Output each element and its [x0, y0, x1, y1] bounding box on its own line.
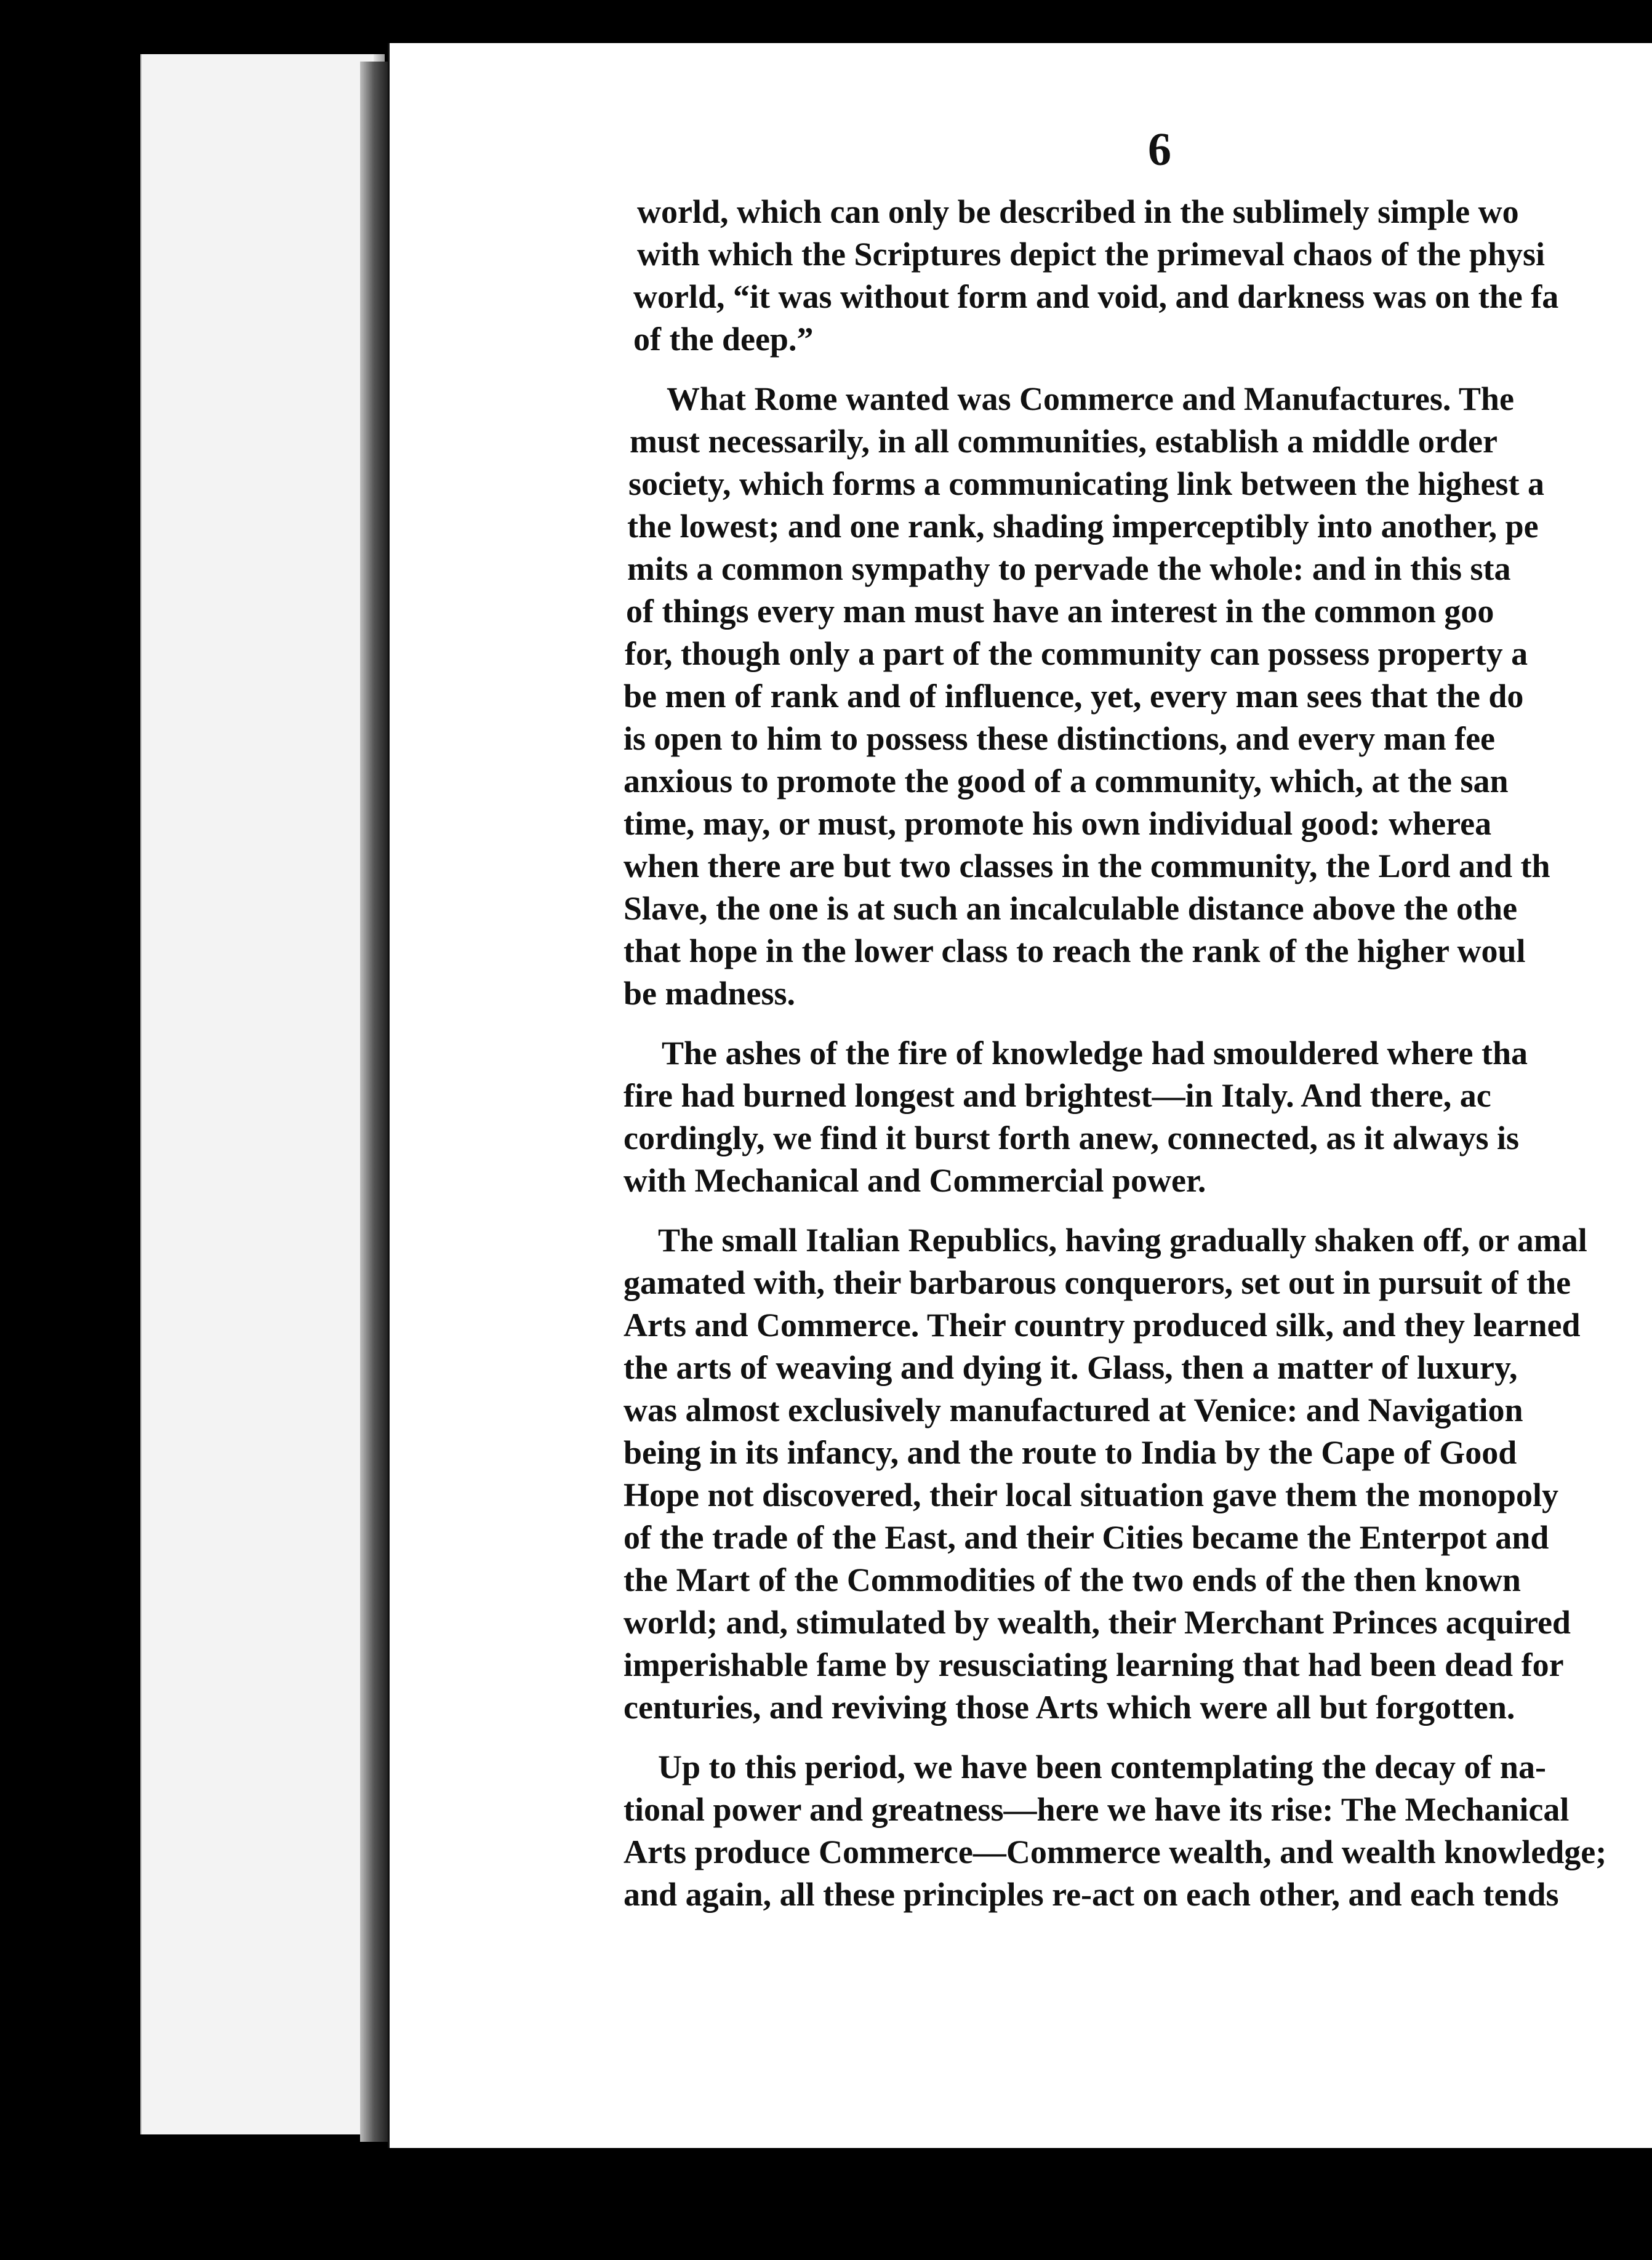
scan-bottom-edge	[0, 2148, 1652, 2260]
text-line: when there are but two classes in the community, the Lord and th	[624, 848, 1550, 884]
text-line: Hope not discovered, their local situation gave them the monopoly	[624, 1477, 1558, 1513]
text-line: world, which can only be described in the sublimely simple wo	[637, 193, 1519, 230]
paragraph	[624, 1746, 1652, 1916]
text-line: What Rome wanted was Commerce and Manufactures. The	[667, 380, 1514, 417]
page-number: 6	[1148, 124, 1171, 175]
text-line: must necessarily, in all communities, establish a middle order	[630, 423, 1498, 460]
paragraph	[624, 191, 1652, 361]
text-line: and again, all these principles re-act on each other, and each tends	[624, 1876, 1559, 1913]
text-line: fire had burned longest and brightest—in Italy. And there, ac	[624, 1077, 1491, 1114]
text-line: tional power and greatness—here we have its rise: The Mechanical	[624, 1791, 1570, 1828]
text-line: was almost exclusively manufactured at Venice: and Navigation	[624, 1392, 1523, 1429]
text-line: imperishable fame by resusciating learning that had been dead for	[624, 1646, 1564, 1683]
book-binding	[360, 62, 388, 2142]
body-text	[624, 191, 1652, 1933]
text-line: The ashes of the fire of knowledge had smouldered where tha	[662, 1035, 1528, 1072]
text-line: of things every man must have an interest in the common goo	[626, 593, 1494, 630]
text-line: Up to this period, we have been contemplating the decay of na-	[658, 1749, 1546, 1785]
text-line: anxious to promote the good of a community, which, at the san	[624, 763, 1509, 799]
text-line: world; and, stimulated by wealth, their Merchant Princes acquired	[624, 1604, 1571, 1641]
text-line: be madness.	[624, 975, 796, 1012]
text-line: the lowest; and one rank, shading imperceptibly into another, pe	[627, 508, 1539, 545]
text-line: the arts of weaving and dying it. Glass, then a matter of luxury,	[624, 1349, 1518, 1386]
text-line: be men of rank and of influence, yet, every man sees that the do	[624, 678, 1524, 715]
text-line: world, “it was without form and void, and darkness was on the fa	[633, 278, 1559, 315]
paragraph	[624, 1032, 1652, 1202]
paragraph	[624, 1219, 1652, 1729]
text-line: with Mechanical and Commercial power.	[624, 1162, 1206, 1199]
text-line: centuries, and reviving those Arts which were all but forgotten.	[624, 1689, 1515, 1726]
text-line: mits a common sympathy to pervade the whole: and in this sta	[627, 550, 1511, 587]
text-line: of the trade of the East, and their Cities became the Enterpot and	[624, 1519, 1549, 1556]
text-line: The small Italian Republics, having gradually shaken off, or amal	[658, 1222, 1587, 1259]
text-line: Slave, the one is at such an incalculable distance above the othe	[624, 890, 1518, 927]
text-line: with which the Scriptures depict the primeval chaos of the physi	[637, 236, 1546, 273]
text-line: for, though only a part of the community can possess property a	[625, 635, 1528, 672]
right-text-page	[388, 43, 1652, 2148]
text-line: time, may, or must, promote his own individual good: wherea	[624, 805, 1492, 842]
left-blank-page	[140, 54, 385, 2134]
text-line: cordingly, we find it burst forth anew, connected, as it always is	[624, 1120, 1520, 1156]
text-line: is open to him to possess these distinctions, and every man fee	[624, 720, 1496, 757]
paragraph	[624, 378, 1652, 1015]
text-line: gamated with, their barbarous conquerors, set out in pursuit of the	[624, 1264, 1571, 1301]
text-line: Arts and Commerce. Their country produced silk, and they learned	[624, 1307, 1581, 1344]
text-line: the Mart of the Commodities of the two ends of the then known	[624, 1561, 1521, 1598]
text-line: being in its infancy, and the route to India by the Cape of Good	[624, 1434, 1517, 1471]
text-line: of the deep.”	[633, 321, 814, 358]
text-line: that hope in the lower class to reach the rank of the higher woul	[624, 932, 1526, 969]
text-line: society, which forms a communicating link between the highest a	[628, 465, 1544, 502]
text-line: Arts produce Commerce—Commerce wealth, and wealth knowledge;	[624, 1833, 1607, 1870]
